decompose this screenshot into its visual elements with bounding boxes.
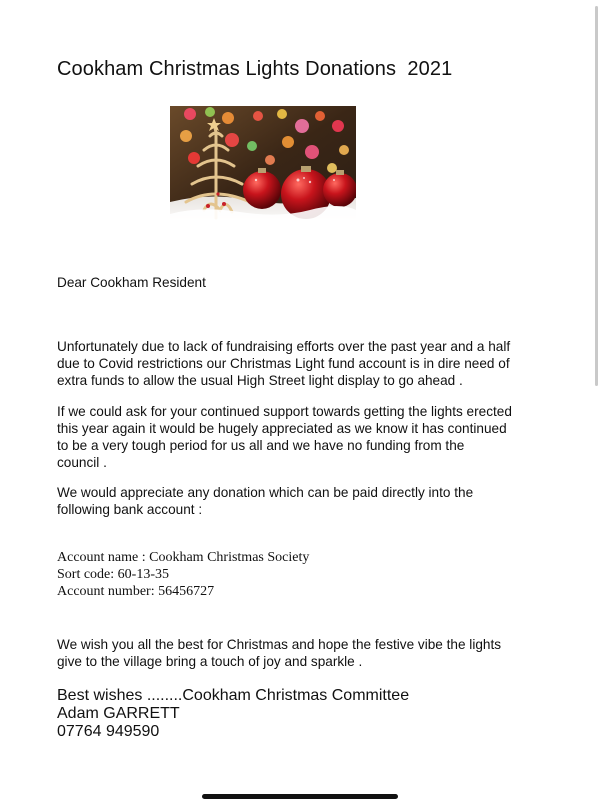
paragraph-fundraising: Unfortunately due to lack of fundraising efforts over the past year and a half due to Covid restrictions our Christmas Light fund account is in dire need of extra funds to allow the usual High Street light display to go ahead .	[57, 339, 511, 388]
account-name: Account name : Cookham Christmas Society	[57, 550, 310, 565]
page-title: Cookham Christmas Lights Donations 2021	[57, 58, 453, 80]
signoff-name: Adam GARRETT	[57, 705, 180, 722]
sort-code: Sort code: 60-13-35	[57, 567, 169, 582]
scrollbar[interactable]	[595, 6, 598, 386]
signoff-best-wishes: Best wishes ........Cookham Christmas Committee	[57, 687, 410, 704]
home-indicator[interactable]	[202, 794, 398, 799]
signoff-phone: 07764 949590	[57, 723, 160, 740]
account-number: Account number: 56456727	[57, 584, 215, 599]
christmas-tree-baubles-image	[170, 106, 356, 228]
closing-paragraph: We wish you all the best for Christmas and hope the festive vibe the lights give to the village bring a touch of joy and sparkle .	[57, 637, 502, 669]
salutation: Dear Cookham Resident	[57, 275, 206, 290]
paragraph-support-request: If we could ask for your continued support towards getting the lights erected this year again it would be hugely appreciated as we know it has continued to be a very tough period for us all and we have no funding from the council .	[57, 404, 512, 470]
paragraph-donation: We would appreciate any donation which can be paid directly into the following bank account :	[57, 485, 474, 517]
